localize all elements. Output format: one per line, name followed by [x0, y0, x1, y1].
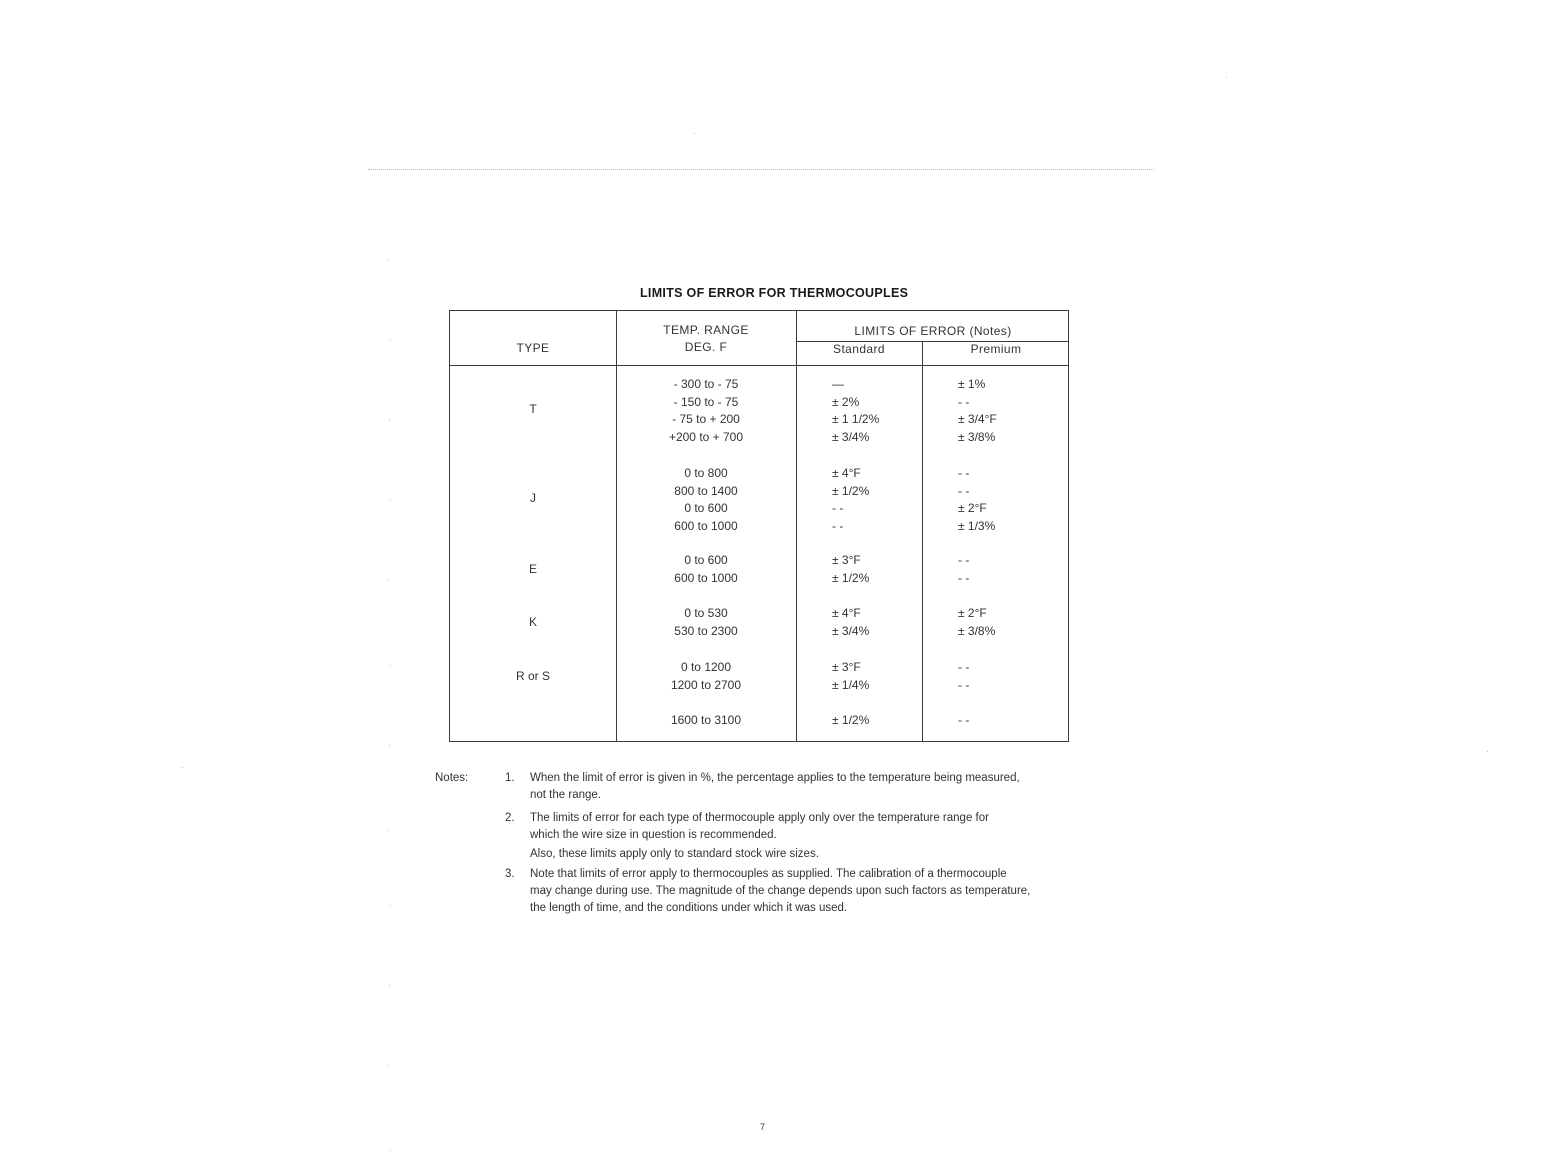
range-cell: 530 to 2300: [674, 623, 738, 638]
type-cell: E: [528, 561, 537, 576]
header-bottom-rule: [450, 365, 1068, 366]
column-divider-standard: [922, 341, 923, 741]
standard-cell: ± 1/2%: [832, 713, 870, 727]
scan-speck: [389, 420, 390, 421]
note-text-line: Also, these limits apply only to standard stock wire sizes.: [530, 848, 819, 860]
header-type: TYPE: [516, 341, 550, 355]
scan-speck: [388, 1065, 389, 1066]
standard-cell: ± 1/4%: [832, 677, 870, 692]
header-range-line2: DEG. F: [684, 340, 728, 354]
standard-cell: ± 3/4%: [832, 623, 870, 638]
type-cell: T: [529, 401, 537, 416]
range-cell: - 150 to - 75: [673, 394, 739, 409]
range-cell: 0 to 1200: [680, 660, 732, 674]
premium-cell: ± 3/8%: [958, 429, 996, 444]
range-cell: 600 to 1000: [674, 518, 738, 533]
scan-speck: [390, 665, 391, 666]
premium-cell: ± 3/4°F: [958, 412, 997, 426]
note-text-line: not the range.: [530, 789, 601, 801]
premium-cell: ± 1%: [958, 377, 986, 391]
type-cell: K: [528, 614, 537, 629]
scan-speck: [182, 767, 183, 768]
note-number: 1.: [505, 772, 515, 784]
premium-cell: - -: [958, 713, 970, 727]
scan-speck: [389, 745, 390, 746]
header-limits: LIMITS OF ERROR (Notes): [854, 324, 1012, 338]
scan-speck: [1226, 77, 1227, 78]
premium-cell: - -: [958, 677, 970, 692]
standard-cell: ± 1/2%: [832, 570, 870, 585]
limits-table: [449, 310, 1069, 742]
scan-speck: [388, 260, 389, 261]
scan-speck: [1487, 751, 1488, 752]
range-cell: - 300 to - 75: [673, 377, 739, 391]
standard-cell: ± 2%: [832, 394, 860, 409]
range-cell: 0 to 600: [684, 553, 728, 567]
scan-speck: [388, 580, 389, 581]
standard-cell: ± 3°F: [832, 553, 861, 567]
header-premium: Premium: [970, 342, 1022, 356]
scan-speck: [389, 985, 390, 986]
note-text-line: When the limit of error is given in %, the percentage applies to the temperature being measured,: [530, 772, 1020, 784]
note-text-line: The limits of error for each type of thermocouple apply only over the temperature range for: [530, 812, 989, 824]
top-dotted-rule: [368, 169, 1154, 170]
type-cell: J: [530, 490, 536, 505]
range-cell: 800 to 1400: [674, 483, 738, 498]
range-cell: 0 to 530: [684, 606, 728, 620]
standard-cell: ± 4°F: [832, 466, 861, 480]
range-cell: +200 to + 700: [668, 429, 744, 444]
notes-label: Notes:: [435, 772, 469, 784]
standard-cell: ± 4°F: [832, 606, 861, 620]
scan-speck: [390, 1150, 391, 1151]
type-cell: R or S: [515, 668, 550, 683]
note-number: 2.: [505, 812, 515, 824]
premium-cell: - -: [958, 553, 970, 567]
header-range-line1: TEMP. RANGE: [663, 323, 749, 337]
scan-speck: [388, 830, 389, 831]
standard-cell: ± 1 1/2%: [832, 412, 880, 426]
range-cell: - 75 to + 200: [672, 412, 740, 426]
premium-cell: - -: [958, 483, 970, 498]
standard-cell: - -: [832, 501, 844, 515]
table-title: LIMITS OF ERROR FOR THERMOCOUPLES: [640, 286, 909, 300]
scan-speck: [694, 133, 695, 134]
range-cell: 1600 to 3100: [670, 713, 742, 727]
premium-cell: ± 1/3%: [958, 518, 996, 533]
premium-cell: - -: [958, 660, 970, 674]
range-cell: 600 to 1000: [674, 570, 738, 585]
range-cell: 0 to 800: [684, 466, 728, 480]
note-text-line: which the wire size in question is recommended.: [530, 829, 777, 841]
note-text-line: may change during use. The magnitude of the change depends upon such factors as temperature,: [530, 885, 1031, 897]
standard-cell: ± 3°F: [832, 660, 861, 674]
premium-cell: ± 2°F: [958, 606, 987, 620]
premium-cell: - -: [958, 466, 970, 480]
range-cell: 1200 to 2700: [670, 677, 742, 692]
premium-cell: - -: [958, 570, 970, 585]
standard-cell: —: [832, 377, 844, 391]
premium-cell: - -: [958, 394, 970, 409]
scan-speck: [390, 905, 391, 906]
premium-cell: ± 2°F: [958, 501, 987, 515]
page-number: 7: [760, 1122, 766, 1132]
standard-cell: ± 1/2%: [832, 483, 870, 498]
note-text-line: the length of time, and the conditions under which it was used.: [530, 902, 848, 914]
scan-speck: [390, 500, 391, 501]
scan-speck: [390, 340, 391, 341]
header-standard: Standard: [833, 342, 885, 356]
note-text-line: Note that limits of error apply to thermocouples as supplied. The calibration of a thermocouple: [530, 868, 1007, 880]
standard-cell: - -: [832, 518, 844, 533]
premium-cell: ± 3/8%: [958, 623, 996, 638]
note-number: 3.: [505, 868, 515, 880]
standard-cell: ± 3/4%: [832, 429, 870, 444]
column-divider-range: [796, 311, 797, 741]
range-cell: 0 to 600: [684, 501, 728, 515]
